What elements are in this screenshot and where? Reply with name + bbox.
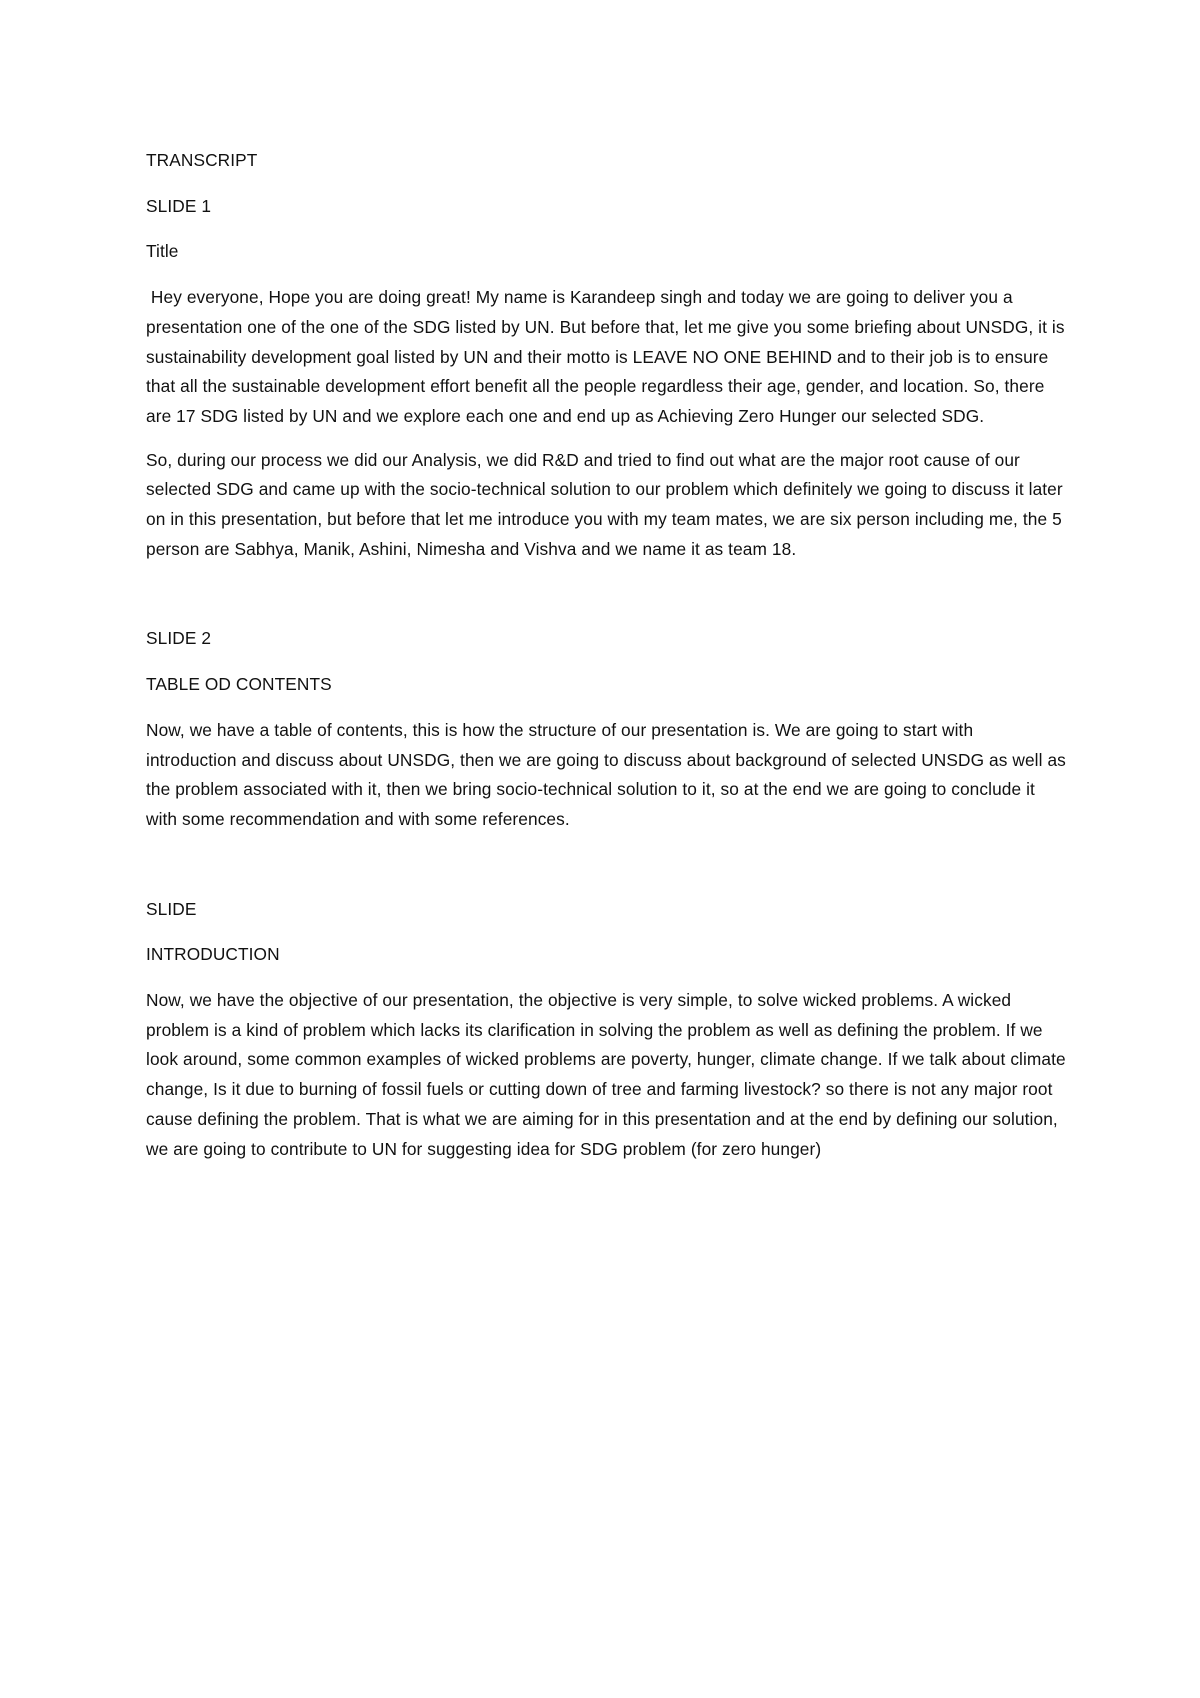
section-spacer xyxy=(146,578,1066,624)
slide-1-paragraph-2: So, during our process we did our Analysis, we did R&D and tried to find out what are the major root cause of our selected SDG and came up with the socio-technical solution to our problem which definitely we going to discuss it later on in this presentation, but before that let me introduce you with my team mates, we are six person including me, the 5 person are Sabhya, Manik, Ashini, Nimesha and Vishva and we name it as team 18. xyxy=(146,449,1063,559)
slide-3-paragraph-1: Now, we have the objective of our presentation, the objective is very simple, to solve wicked problems. A wicked problem is a kind of problem which lacks its clarification in solving the problem as well as defining the problem. If we look around, some common examples of wicked problems are poverty, hunger, climate change. If we talk about climate change, Is it due to burning of fossil fuels or cutting down of tree and farming livestock? so there is not any major root cause defining the problem. That is what we are aiming for in this presentation and at the end by defining our solution, we are going to contribute to UN for suggesting idea for SDG problem (for zero hunger) xyxy=(146,990,1066,1159)
section-spacer xyxy=(146,849,1066,895)
slide-3-label: SLIDE xyxy=(146,898,197,919)
slide-2-subtitle: TABLE OD CONTENTS xyxy=(146,674,332,695)
slide-2-label: SLIDE 2 xyxy=(146,628,212,649)
slide-2-paragraph-1: Now, we have a table of contents, this is how the structure of our presentation is. We are going to start with introduction and discuss about UNSDG, then we are going to discuss about background of selected UNSDG as well as the problem associated with it, then we bring socio-technical solution to it, so at the end we are going to conclude it with some recommendation and with some references. xyxy=(146,719,1066,829)
slide-3-subtitle: INTRODUCTION xyxy=(146,944,280,965)
slide-1-paragraph-1: Hey everyone, Hope you are doing great! My name is Karandeep singh and today we are going to deliver you a presentation one of the one of the SDG listed by UN. But before that, let me give you some briefing about UNSDG, it is sustainability development goal listed by UN and their motto is LEAVE NO ONE BEHIND and to their job is to ensure that all the sustainable development effort benefit all the people regardless their age, gender, and location. So, there are 17 SDG listed by UN and we explore each one and end up as Achieving Zero Hunger our selected SDG. xyxy=(146,287,1070,426)
slide-1-label: SLIDE 1 xyxy=(146,195,212,216)
document-page xyxy=(146,146,1070,1178)
slide-1-subtitle: Title xyxy=(146,241,179,262)
document-title: TRANSCRIPT xyxy=(146,150,258,170)
